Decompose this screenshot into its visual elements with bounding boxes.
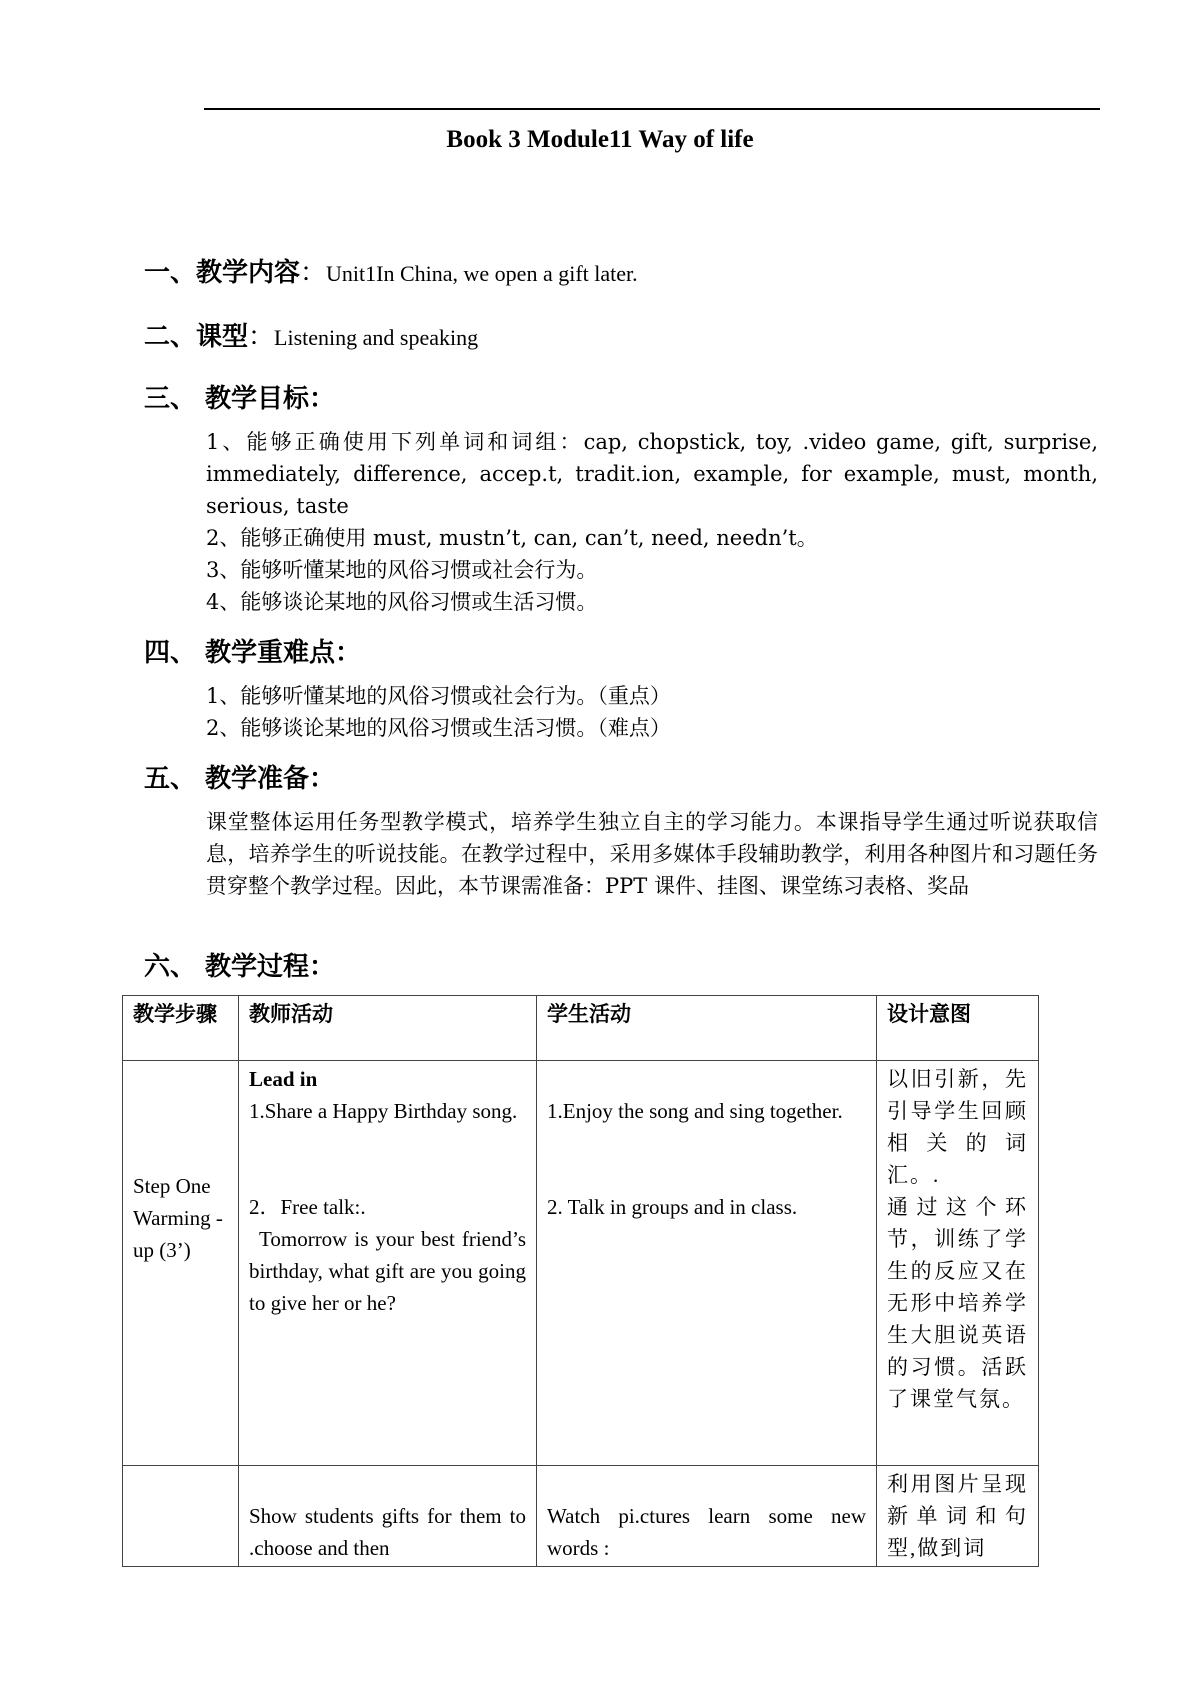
header-rule xyxy=(204,108,1100,110)
student-activity-cell xyxy=(537,1466,877,1567)
section-type-heading: 二、课型 xyxy=(144,322,249,352)
table-row xyxy=(123,1466,1039,1567)
objective-item: 3、能够听懂某地的风俗习惯或社会行为。 xyxy=(206,558,598,582)
section-objectives-list xyxy=(206,426,1098,618)
section-content-value: Unit1In China, we open a gift later. xyxy=(326,261,638,286)
section-preparation-heading: 五、 教学准备： xyxy=(144,764,336,794)
teacher-activity-cell xyxy=(239,1061,537,1466)
keypoint-item: 2、能够谈论某地的风俗习惯或生活习惯。（难点） xyxy=(206,716,671,740)
teacher-activity-title: Lead in xyxy=(249,1067,318,1091)
section-keypoints-list xyxy=(206,680,1098,744)
keypoint-item: 1、能够听懂某地的风俗习惯或社会行为。（重点） xyxy=(206,684,671,708)
table-row xyxy=(123,1061,1039,1466)
document-title: Book 3 Module11 Way of life xyxy=(446,126,754,153)
section-type-value: Listening and speaking xyxy=(274,325,479,350)
step-cell xyxy=(123,1466,239,1567)
teacher-activity-cell xyxy=(239,1466,537,1567)
student-activity: Watch pi.ctures learn some new words : xyxy=(547,1504,866,1560)
table-header-row xyxy=(123,996,1039,1061)
process-table xyxy=(122,995,1039,1567)
objective-item: 2、能够正确使用 must, mustn’t, can, can’t, need, needn’t。 xyxy=(206,526,818,550)
section-type: 二、课型：Listening and speaking xyxy=(144,322,479,352)
purpose-cell xyxy=(877,1061,1039,1466)
purpose-1: 以旧引新，先引导学生回顾相关的词汇。. xyxy=(887,1067,1028,1187)
header-student: 学生活动 xyxy=(537,996,877,1061)
purpose-2: 通过这个环节，训练了学生的反应又在无形中培养学生大胆说英语的习惯。活跃了课堂气氛。 xyxy=(887,1195,1028,1411)
teacher-activity-3: Tomorrow is your best friend’s birthday, what gift are you going to give her or he? xyxy=(249,1227,526,1315)
teacher-activity-2: 2．Free talk:. xyxy=(249,1195,366,1219)
section-objectives-heading: 三、 教学目标： xyxy=(144,384,336,414)
section-content: 一、教学内容：Unit1In China, we open a gift later. xyxy=(144,258,638,288)
section-content-heading: 一、教学内容 xyxy=(144,258,301,288)
section-process-heading: 六、 教学过程： xyxy=(144,952,336,982)
teacher-activity: Show students gifts for them to .choose and then xyxy=(249,1504,526,1560)
objective-item: 1、能够正确使用下列单词和词组：cap, chopstick, toy, .video game, gift, surprise, immediately, difference, accep.t, tradit.ion, example, for example, must, month, serious, taste xyxy=(206,430,1098,518)
purpose-cell: 利用图片呈现新单词和句型,做到词 xyxy=(877,1466,1039,1567)
header-teacher: 教师活动 xyxy=(239,996,537,1061)
step-label: Step One Warming -up (3’) xyxy=(133,1174,223,1262)
section-preparation-text: 课堂整体运用任务型教学模式，培养学生独立自主的学习能力。本课指导学生通过听说获取信息，培养学生的听说技能。在教学过程中，采用多媒体手段辅助教学，利用各种图片和习题任务贯穿整个教学过程。因此，本节课需准备：PPT 课件、挂图、课堂练习表格、奖品 xyxy=(206,810,1098,898)
teacher-activity-1: 1.Share a Happy Birthday song. xyxy=(249,1099,518,1123)
step-cell xyxy=(123,1061,239,1466)
section-keypoints-heading: 四、 教学重难点： xyxy=(144,638,362,668)
student-activity-cell xyxy=(537,1061,877,1466)
objective-item: 4、能够谈论某地的风俗习惯或生活习惯。 xyxy=(206,590,598,614)
student-activity-2: 2. Talk in groups and in class. xyxy=(547,1195,798,1219)
student-activity-1: 1.Enjoy the song and sing together. xyxy=(547,1099,843,1123)
header-purpose: 设计意图 xyxy=(877,996,1039,1061)
header-step: 教学步骤 xyxy=(123,996,239,1061)
